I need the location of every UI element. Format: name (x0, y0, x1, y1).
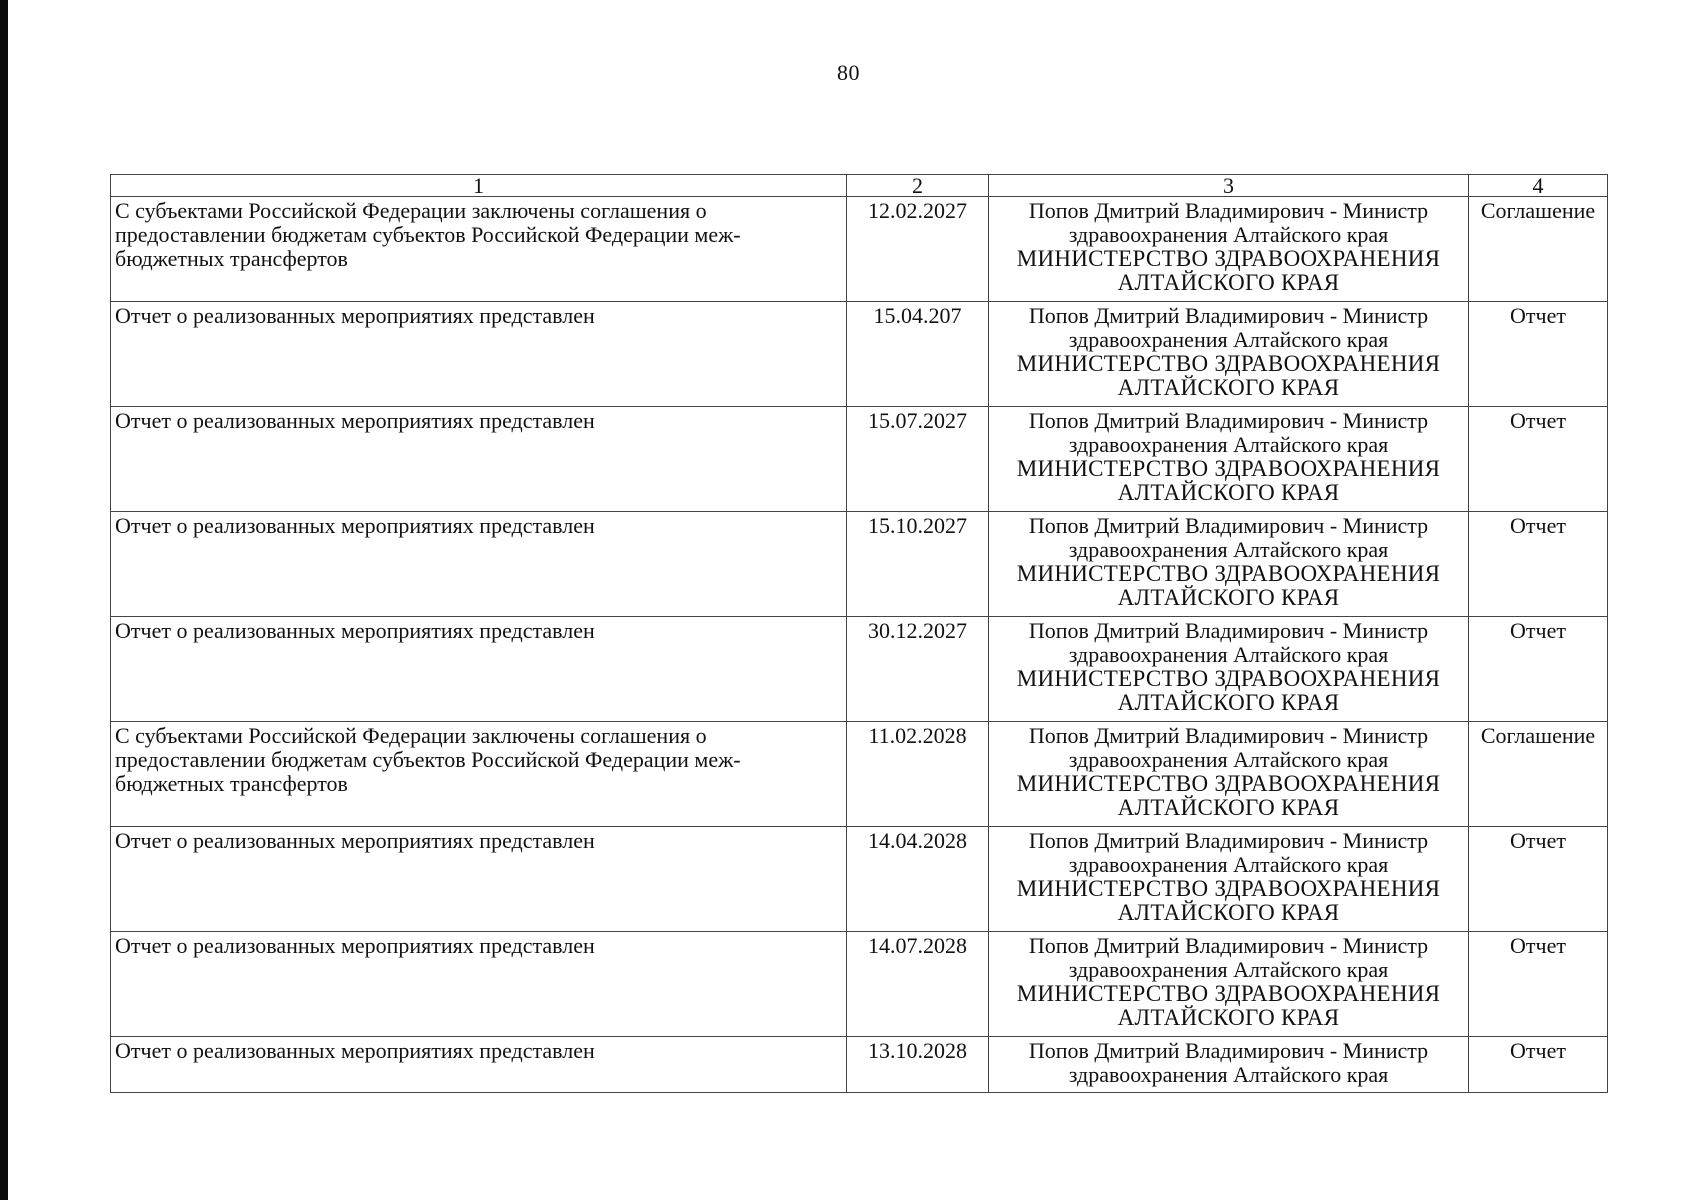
responsible-organization: МИНИСТЕРСТВО ЗДРАВООХРАНЕНИЯ АЛТАЙСКОГО КРАЯ (1016, 771, 1441, 820)
document-type-cell: Отчет (1469, 407, 1608, 512)
document-type-cell: Отчет (1469, 302, 1608, 407)
date-cell: 13.10.2028 (847, 1037, 989, 1093)
responsible-organization: МИНИСТЕРСТВО ЗДРАВООХРАНЕНИЯ АЛТАЙСКОГО КРАЯ (1016, 561, 1441, 610)
responsible-cell (989, 1037, 1469, 1093)
scan-edge-bar (0, 0, 8, 1200)
document-type-cell: Отчет (1469, 512, 1608, 617)
responsible-person: Попов Дмитрий Владимирович - Министр здравоохранения Алтайского края (1028, 618, 1429, 667)
event-cell: Отчет о реализованных мероприятиях представлен (111, 512, 847, 617)
document-type-cell: Отчет (1469, 617, 1608, 722)
column-number-4: 4 (1469, 175, 1608, 197)
document-type-cell: Отчет (1469, 827, 1608, 932)
responsible-person: Попов Дмитрий Владимирович - Министр здравоохранения Алтайского края (1028, 198, 1429, 247)
table-row (111, 932, 1608, 1037)
responsible-cell (989, 722, 1469, 827)
responsible-cell (989, 407, 1469, 512)
responsible-person: Попов Дмитрий Владимирович - Министр здравоохранения Алтайского края (1028, 408, 1429, 457)
table-row (111, 407, 1608, 512)
event-cell: Отчет о реализованных мероприятиях представлен (111, 932, 847, 1037)
date-cell: 30.12.2027 (847, 617, 989, 722)
date-cell: 15.04.207 (847, 302, 989, 407)
page-number: 80 (837, 60, 860, 85)
date-cell: 15.10.2027 (847, 512, 989, 617)
responsible-person: Попов Дмитрий Владимирович - Министр здравоохранения Алтайского края (1028, 303, 1429, 352)
date-cell: 15.07.2027 (847, 407, 989, 512)
responsible-cell (989, 197, 1469, 302)
date-cell: 14.07.2028 (847, 932, 989, 1037)
table-row (111, 617, 1608, 722)
event-cell: Отчет о реализованных мероприятиях представлен (111, 617, 847, 722)
schedule-table (110, 174, 1608, 1093)
responsible-person: Попов Дмитрий Владимирович - Министр здравоохранения Алтайского края (1028, 828, 1429, 877)
responsible-person: Попов Дмитрий Владимирович - Министр здравоохранения Алтайского края (1028, 723, 1429, 772)
event-cell: С субъектами Российской Федерации заключены соглашения о предоставлении бюджетам субъектов Российской Федерации меж-бюджетных трансфертов (111, 197, 847, 302)
responsible-organization: МИНИСТЕРСТВО ЗДРАВООХРАНЕНИЯ АЛТАЙСКОГО КРАЯ (1016, 666, 1441, 715)
responsible-organization: МИНИСТЕРСТВО ЗДРАВООХРАНЕНИЯ АЛТАЙСКОГО КРАЯ (1016, 876, 1441, 925)
event-cell: С субъектами Российской Федерации заключены соглашения о предоставлении бюджетам субъектов Российской Федерации меж-бюджетных трансфертов (111, 722, 847, 827)
table-row (111, 722, 1608, 827)
responsible-cell (989, 827, 1469, 932)
responsible-person: Попов Дмитрий Владимирович - Министр здравоохранения Алтайского края (1028, 1038, 1429, 1087)
table-row (111, 302, 1608, 407)
table-row (111, 1037, 1608, 1093)
event-cell: Отчет о реализованных мероприятиях представлен (111, 407, 847, 512)
responsible-organization: МИНИСТЕРСТВО ЗДРАВООХРАНЕНИЯ АЛТАЙСКОГО КРАЯ (1016, 981, 1441, 1030)
column-number-1: 1 (111, 175, 847, 197)
document-type-cell: Отчет (1469, 1037, 1608, 1093)
date-cell: 14.04.2028 (847, 827, 989, 932)
table-row (111, 197, 1608, 302)
event-cell: Отчет о реализованных мероприятиях представлен (111, 302, 847, 407)
responsible-cell (989, 512, 1469, 617)
event-cell: Отчет о реализованных мероприятиях представлен (111, 1037, 847, 1093)
date-cell: 11.02.2028 (847, 722, 989, 827)
table-row (111, 827, 1608, 932)
document-type-cell: Отчет (1469, 932, 1608, 1037)
column-number-2: 2 (847, 175, 989, 197)
responsible-cell (989, 932, 1469, 1037)
column-number-row (111, 175, 1608, 197)
document-type-cell: Соглашение (1469, 197, 1608, 302)
column-number-3: 3 (989, 175, 1469, 197)
responsible-organization: МИНИСТЕРСТВО ЗДРАВООХРАНЕНИЯ АЛТАЙСКОГО КРАЯ (1016, 246, 1441, 295)
responsible-organization: МИНИСТЕРСТВО ЗДРАВООХРАНЕНИЯ АЛТАЙСКОГО КРАЯ (1016, 351, 1441, 400)
responsible-person: Попов Дмитрий Владимирович - Министр здравоохранения Алтайского края (1028, 933, 1429, 982)
responsible-person: Попов Дмитрий Владимирович - Министр здравоохранения Алтайского края (1028, 513, 1429, 562)
date-cell: 12.02.2027 (847, 197, 989, 302)
event-cell: Отчет о реализованных мероприятиях представлен (111, 827, 847, 932)
responsible-organization: МИНИСТЕРСТВО ЗДРАВООХРАНЕНИЯ АЛТАЙСКОГО КРАЯ (1016, 456, 1441, 505)
document-type-cell: Соглашение (1469, 722, 1608, 827)
table-row (111, 512, 1608, 617)
responsible-cell (989, 617, 1469, 722)
responsible-cell (989, 302, 1469, 407)
